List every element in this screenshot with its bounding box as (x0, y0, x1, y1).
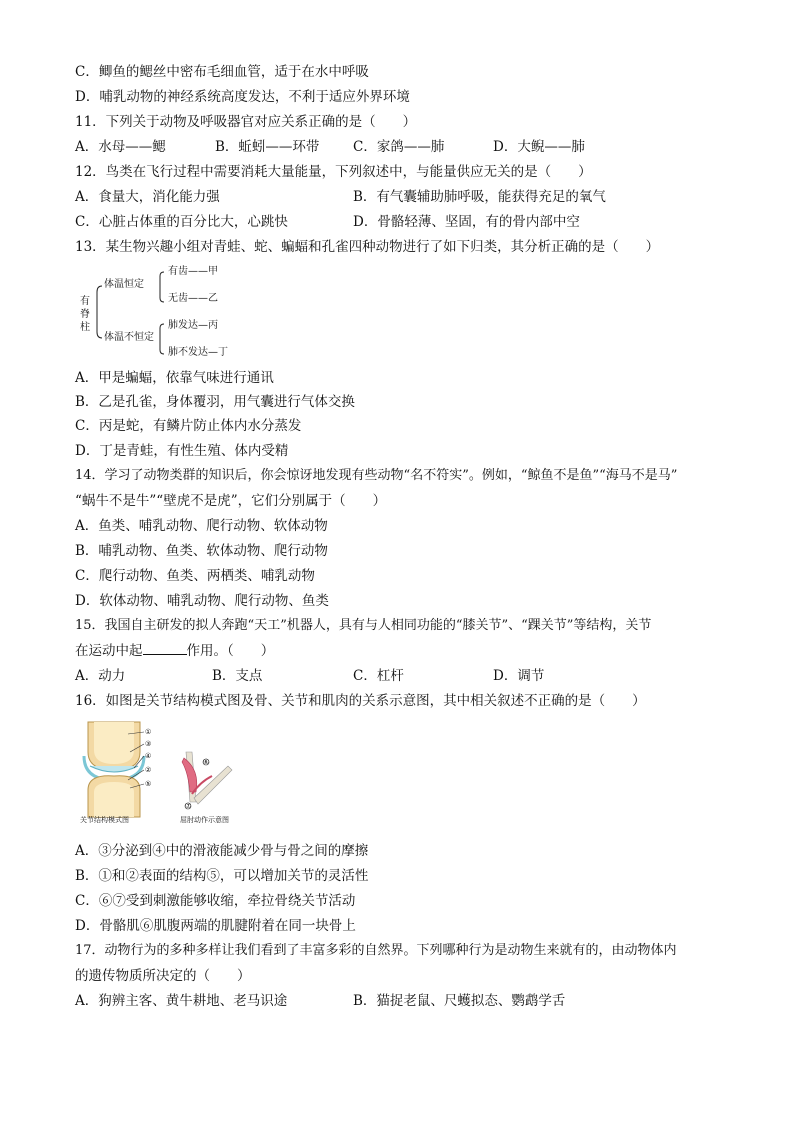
option-c: C．家鸽——肺 (353, 139, 445, 155)
question-14: 14．学习了动物类群的知识后，你会惊讶地发现有些动物“名不符实”。例如，“鲸鱼不是鱼”“海马不是马” (75, 468, 678, 483)
option-b: B．①和②表面的结构⑤，可以增加关节的灵活性 (75, 868, 369, 884)
answer-blank (143, 643, 187, 655)
branch-cold: 体温不恒定 (104, 332, 154, 343)
caption-joint: 关节结构模式图 (80, 816, 129, 824)
question-17: 17．动物行为的多种多样让我们看到了丰富多彩的自然界。下列哪种行为是动物生来就有的，由动物体内 (75, 943, 677, 958)
option-b: B．有气囊辅助肺呼吸，能获得充足的氧气 (353, 189, 606, 205)
option-c: C．丙是蛇，有鳞片防止体内水分蒸发 (75, 418, 302, 434)
option-b: B．哺乳动物、鱼类、软体动物、爬行动物 (75, 543, 328, 559)
joint-structure-diagram (78, 722, 168, 817)
option-a: A．水母——鳃 (75, 139, 166, 155)
leaf-ding: 肺不发达—丁 (168, 347, 228, 358)
leaf-jia: 有齿——甲 (168, 266, 218, 277)
option-b: B．猫捉老鼠、尺蠖拟态、鹦鹉学舌 (353, 993, 566, 1009)
option-c: C．爬行动物、鱼类、两栖类、哺乳动物 (75, 568, 315, 584)
option-a: A．狗辨主客、黄牛耕地、老马识途 (75, 993, 288, 1009)
question-17-cont: 的遗传物质所决定的（ ） (75, 968, 251, 984)
option-line: D．哺乳动物的神经系统高度发达，不利于适应外界环境 (75, 89, 410, 105)
question-16: 16．如图是关节结构模式图及骨、关节和肌肉的关系示意图，其中相关叙述不正确的是（ ） (75, 693, 646, 709)
option-a: A．甲是蝙蝠，依靠气味进行通讯 (75, 370, 274, 386)
question-11: 11．下列关于动物及呼吸器官对应关系正确的是（ ） (75, 114, 417, 130)
option-a: A．③分泌到④中的滑液能减少骨与骨之间的摩擦 (75, 843, 369, 859)
option-d: D．骨骼轻薄、坚固，有的骨内部中空 (353, 214, 580, 230)
option-d: D．骨骼肌⑥肌腹两端的肌腱附着在同一块骨上 (75, 918, 356, 934)
option-c: C．杠杆 (353, 668, 404, 684)
caption-elbow: 屈肘动作示意图 (180, 816, 229, 824)
option-a: A．食量大，消化能力强 (75, 189, 220, 205)
question-15-suffix: 作用。（ ） (186, 643, 275, 659)
option-c: C．心脏占体重的百分比大，心跳快 (75, 214, 288, 230)
marker-1: ① (145, 728, 152, 736)
option-line: C．鲫鱼的鳃丝中密布毛细血管，适于在水中呼吸 (75, 64, 369, 80)
marker-5: ⑤ (145, 780, 152, 788)
marker-7: ⑦ (185, 802, 192, 810)
question-14-cont: “蜗牛不是牛”“壁虎不是虎”，它们分别属于（ ） (75, 493, 387, 509)
option-d: D．大鲵——肺 (493, 139, 585, 155)
option-d: D．调节 (493, 668, 545, 684)
marker-4: ④ (145, 752, 152, 760)
marker-3: ③ (145, 740, 152, 748)
option-b: B．支点 (212, 668, 263, 684)
branch-warm: 体温恒定 (104, 279, 144, 290)
marker-6: ⑥ (203, 758, 210, 766)
question-15-cont (75, 643, 274, 659)
diagram-root: 有 脊 柱 (80, 296, 90, 333)
option-d: D．丁是青蛙，有性生殖、体内受精 (75, 443, 289, 459)
question-15: 15．我国自主研发的拟人奔跑“天工”机器人，具有与人相同功能的“膝关节”、“踝关节”等结构，关节 (75, 618, 652, 633)
marker-2: ② (145, 766, 152, 774)
question-13: 13．某生物兴趣小组对青蛙、蛇、蝙蝠和孔雀四种动物进行了如下归类，其分析正确的是（ ） (75, 239, 660, 255)
option-b: B．蚯蚓——环带 (215, 139, 320, 155)
option-a: A．鱼类、哺乳动物、爬行动物、软体动物 (75, 518, 328, 534)
leaf-yi: 无齿——乙 (168, 293, 218, 304)
option-b: B．乙是孔雀，身体覆羽，用气囊进行气体交换 (75, 394, 355, 410)
option-a: A．动力 (75, 668, 126, 684)
option-c: C．⑥⑦受到刺激能够收缩，牵拉骨绕关节活动 (75, 893, 356, 909)
question-12: 12．鸟类在飞行过程中需要消耗大量能量，下列叙述中，与能量供应无关的是（ ） (75, 164, 592, 180)
question-15-prefix: 在运动中起 (75, 643, 143, 659)
option-d: D．软体动物、哺乳动物、爬行动物、鱼类 (75, 593, 329, 609)
leaf-bing: 肺发达—丙 (168, 320, 218, 331)
